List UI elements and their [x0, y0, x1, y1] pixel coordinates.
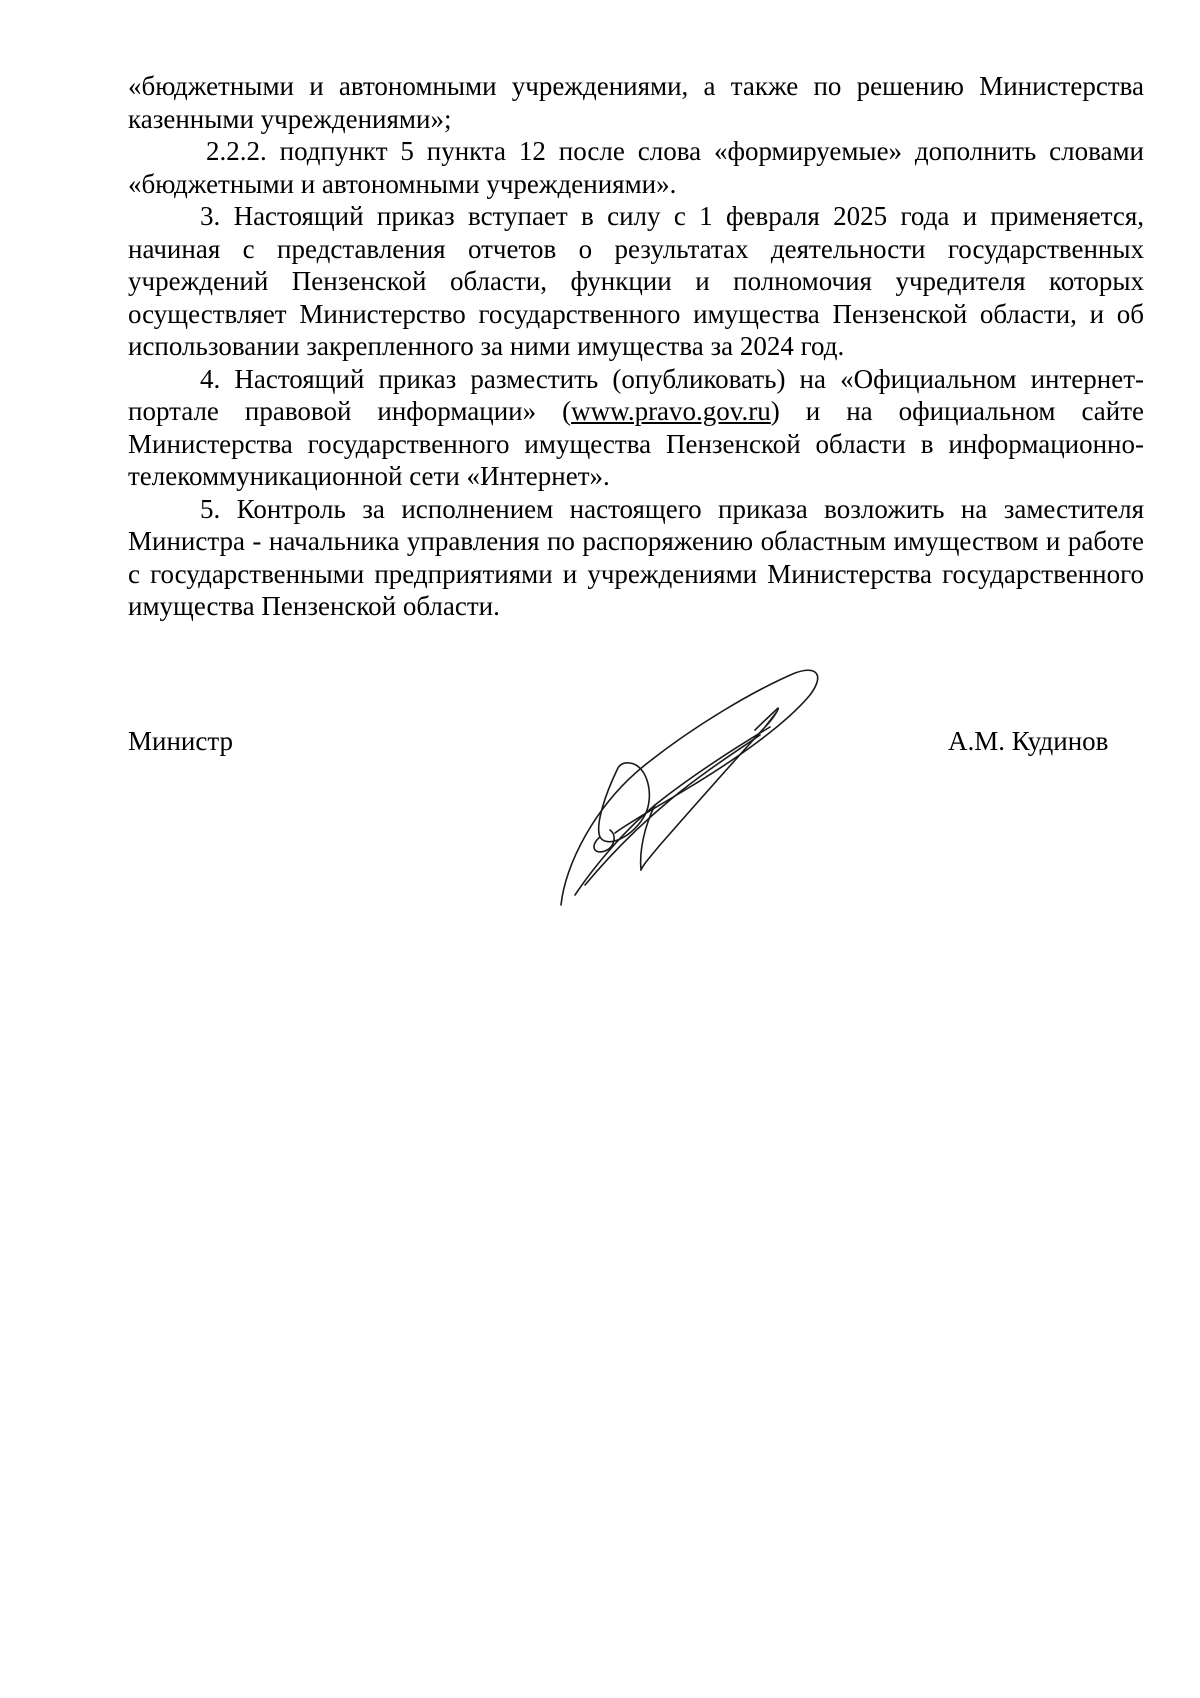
paragraph-5: 5. Контроль за исполнением настоящего приказа возложить на заместителя Министра - начальника управления по распоряжению областным имуществом и работе с государственными предприятиями и учреждениями Министерства государственного имущества Пензенской области.: [128, 493, 1144, 621]
signature-outer-loop: [561, 670, 818, 905]
signature-stroke-1: [575, 727, 770, 895]
paragraph-2-2-2: 2.2.2. подпункт 5 пункта 12 после слова «формируемые» дополнить словами «бюджетными и автономными учреждениями».: [128, 136, 1144, 199]
paragraph-continuation: «бюджетными и автономными учреждениями, а также по решению Министерства казенными учреждениями»;: [128, 71, 1144, 134]
signature-stroke-2: [585, 735, 760, 885]
signature-stroke-3: [641, 708, 778, 870]
pravo-gov-link[interactable]: www.pravo.gov.ru: [571, 396, 771, 426]
handwritten-signature: [555, 665, 825, 910]
document-body: [128, 70, 1144, 623]
paragraph-4-text-end: ) и на официальном сайте Министерства государственного имущества Пензенской области в информационно-телекоммуникационной сети «Интернет».: [128, 396, 1145, 491]
signature-inner-oval: [599, 763, 650, 842]
paragraph-4: [128, 363, 1144, 493]
signatory-name: А.М. Кудинов: [948, 726, 1109, 756]
signatory-position: Министр: [128, 726, 233, 756]
paragraph-3: 3. Настоящий приказ вступает в силу с 1 февраля 2025 года и применяется, начиная с представления отчетов о результатах деятельности государственных учреждений Пензенской области, функции и полномочия учредителя которых осуществляет Министерство государственного имущества Пензенской области, и об использовании закрепленного за ними имущества за 2024 год.: [128, 201, 1144, 361]
paragraph-4-text-start: 4. Настоящий приказ разместить (опубликовать) на «Официальном интернет-портале правовой информации» (: [128, 363, 1144, 426]
